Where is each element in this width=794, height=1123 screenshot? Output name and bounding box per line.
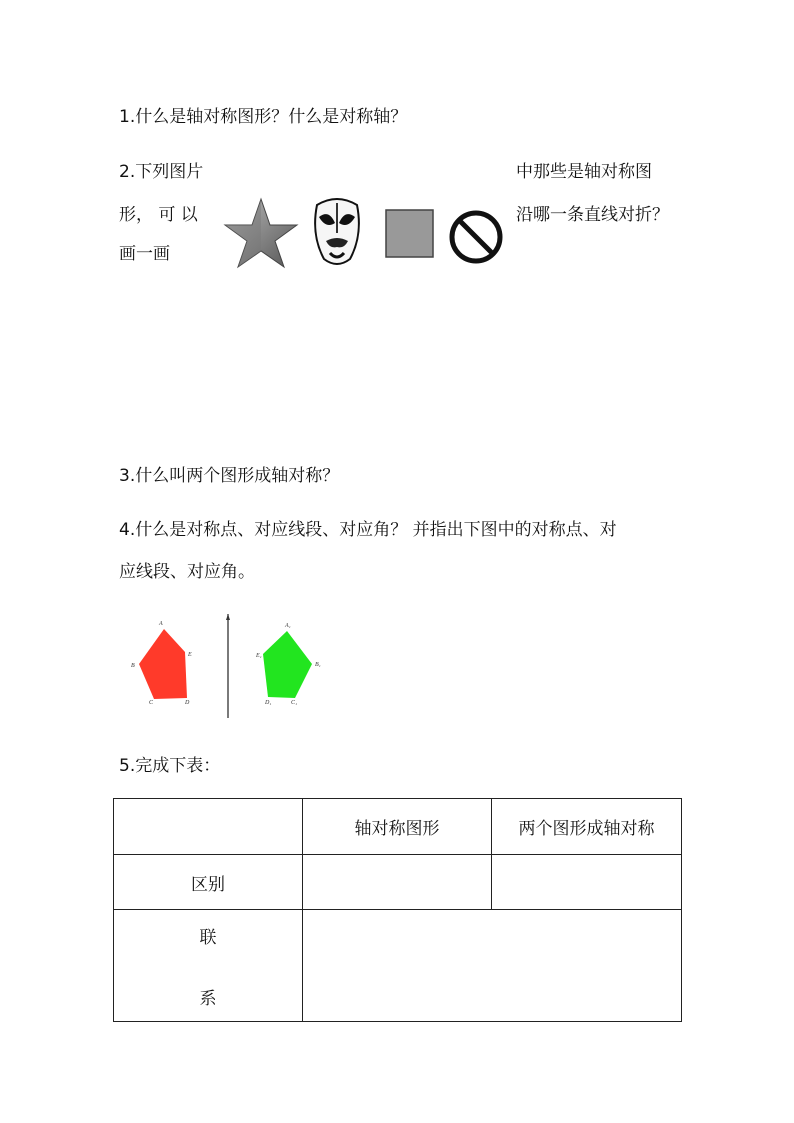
row-label-connection-char2: 系 (199, 988, 217, 1009)
label-b1: B₁ (315, 662, 321, 668)
row-label-difference: 区别 (114, 855, 303, 910)
label-e: E (188, 652, 192, 658)
row-label-connection-char1: 联 (199, 927, 217, 948)
comparison-table (113, 798, 682, 1022)
question-5-title: 5.完成下表： (119, 756, 221, 776)
question-2-line1-right: 中那些是轴对称图 (516, 162, 652, 182)
axis-arrow (226, 614, 230, 620)
label-b: B (131, 663, 135, 669)
label-c1: C₁ (291, 700, 298, 706)
label-d: D (185, 700, 190, 706)
no-sign-image (452, 213, 500, 261)
left-pentagon (139, 629, 187, 699)
row-label-connection (114, 910, 303, 1022)
table-row-difference (114, 855, 682, 910)
question-2-line1-left: 2.下列图片 (119, 162, 204, 182)
label-e1: E₁ (256, 653, 262, 659)
answer-cell-difference-1[interactable] (303, 855, 492, 910)
symmetry-figure (128, 612, 328, 724)
question-4-line2: 应线段、对应角。 (119, 562, 255, 582)
label-d1: D₁ (265, 700, 272, 706)
table-header-row (114, 799, 682, 855)
right-pentagon (263, 631, 312, 698)
question-2-line2-right: 沿哪一条直线对折？ (516, 205, 669, 225)
header-cell-empty (114, 799, 303, 855)
answer-cell-difference-2[interactable] (492, 855, 682, 910)
shape-pictures (222, 195, 512, 270)
label-c: C (149, 700, 154, 706)
question-3: 3.什么叫两个图形成轴对称？ (119, 466, 340, 486)
table-row-connection (114, 910, 682, 1022)
answer-cell-connection[interactable] (303, 910, 682, 1022)
question-4-line1: 4.什么是对称点、对应线段、对应角？ 并指出下图中的对称点、对 (119, 520, 617, 540)
header-cell-axis-symmetric-figure: 轴对称图形 (303, 799, 492, 855)
opera-mask-image (315, 199, 359, 264)
gray-square-image (386, 210, 433, 257)
header-cell-two-figures-symmetric: 两个图形成轴对称 (492, 799, 682, 855)
question-1: 1.什么是轴对称图形？什么是对称轴？ (119, 107, 408, 127)
question-2-line2-left: 形， 可 以 (119, 205, 198, 225)
question-2-line3-left: 画一画 (119, 244, 170, 264)
label-a1: A₁ (285, 623, 291, 629)
star-image (225, 199, 297, 267)
label-a: A (159, 621, 163, 627)
